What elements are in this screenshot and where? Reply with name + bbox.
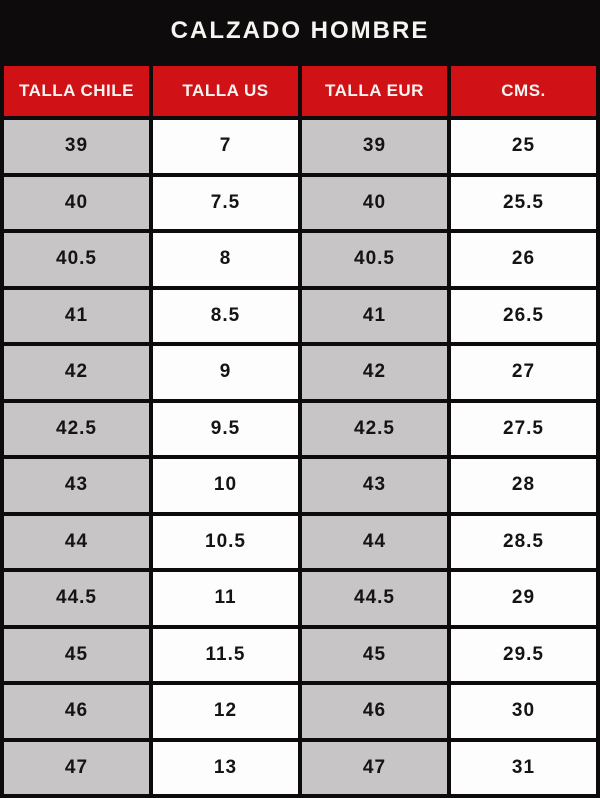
table-row xyxy=(2,288,598,345)
column-header: CMS. xyxy=(449,64,598,118)
size-cell: 41 xyxy=(2,288,151,345)
column-header: TALLA EUR xyxy=(300,64,449,118)
size-cell: 40 xyxy=(300,175,449,232)
size-cell: 25 xyxy=(449,118,598,175)
size-cell: 47 xyxy=(300,740,449,797)
size-cell: 26.5 xyxy=(449,288,598,345)
table-row xyxy=(2,457,598,514)
table-row xyxy=(2,740,598,797)
size-cell: 7.5 xyxy=(151,175,300,232)
table-row xyxy=(2,231,598,288)
table-row xyxy=(2,118,598,175)
table-row xyxy=(2,627,598,684)
size-cell: 39 xyxy=(300,118,449,175)
size-cell: 44.5 xyxy=(2,570,151,627)
column-header: TALLA US xyxy=(151,64,300,118)
column-header: TALLA CHILE xyxy=(2,64,151,118)
size-cell: 9 xyxy=(151,344,300,401)
size-cell: 40.5 xyxy=(2,231,151,288)
table-row xyxy=(2,570,598,627)
size-cell: 46 xyxy=(2,683,151,740)
table-body xyxy=(2,118,598,796)
size-cell: 29.5 xyxy=(449,627,598,684)
size-cell: 27 xyxy=(449,344,598,401)
size-cell: 46 xyxy=(300,683,449,740)
size-cell: 41 xyxy=(300,288,449,345)
table-row xyxy=(2,175,598,232)
size-cell: 28 xyxy=(449,457,598,514)
size-cell: 31 xyxy=(449,740,598,797)
size-cell: 47 xyxy=(2,740,151,797)
size-cell: 12 xyxy=(151,683,300,740)
size-cell: 9.5 xyxy=(151,401,300,458)
size-cell: 8 xyxy=(151,231,300,288)
size-cell: 42.5 xyxy=(2,401,151,458)
size-cell: 25.5 xyxy=(449,175,598,232)
size-cell: 43 xyxy=(300,457,449,514)
size-cell: 42 xyxy=(2,344,151,401)
size-cell: 13 xyxy=(151,740,300,797)
size-cell: 26 xyxy=(449,231,598,288)
size-cell: 45 xyxy=(300,627,449,684)
size-cell: 43 xyxy=(2,457,151,514)
table-row xyxy=(2,344,598,401)
page-title: CALZADO HOMBRE xyxy=(170,17,430,44)
size-cell: 11 xyxy=(151,570,300,627)
size-cell: 28.5 xyxy=(449,514,598,571)
size-cell: 42 xyxy=(300,344,449,401)
table-row xyxy=(2,401,598,458)
table-row xyxy=(2,683,598,740)
size-cell: 10 xyxy=(151,457,300,514)
size-cell: 30 xyxy=(449,683,598,740)
size-cell: 29 xyxy=(449,570,598,627)
size-cell: 11.5 xyxy=(151,627,300,684)
size-cell: 39 xyxy=(2,118,151,175)
size-cell: 10.5 xyxy=(151,514,300,571)
table-header xyxy=(2,64,598,118)
size-cell: 42.5 xyxy=(300,401,449,458)
size-cell: 40.5 xyxy=(300,231,449,288)
size-cell: 40 xyxy=(2,175,151,232)
size-cell: 45 xyxy=(2,627,151,684)
size-cell: 8.5 xyxy=(151,288,300,345)
size-cell: 44 xyxy=(2,514,151,571)
size-cell: 44 xyxy=(300,514,449,571)
size-cell: 7 xyxy=(151,118,300,175)
size-cell: 27.5 xyxy=(449,401,598,458)
table-row xyxy=(2,514,598,571)
header-row xyxy=(2,64,598,118)
chart-title-bar xyxy=(0,0,600,62)
size-cell: 44.5 xyxy=(300,570,449,627)
size-conversion-table xyxy=(0,62,600,798)
